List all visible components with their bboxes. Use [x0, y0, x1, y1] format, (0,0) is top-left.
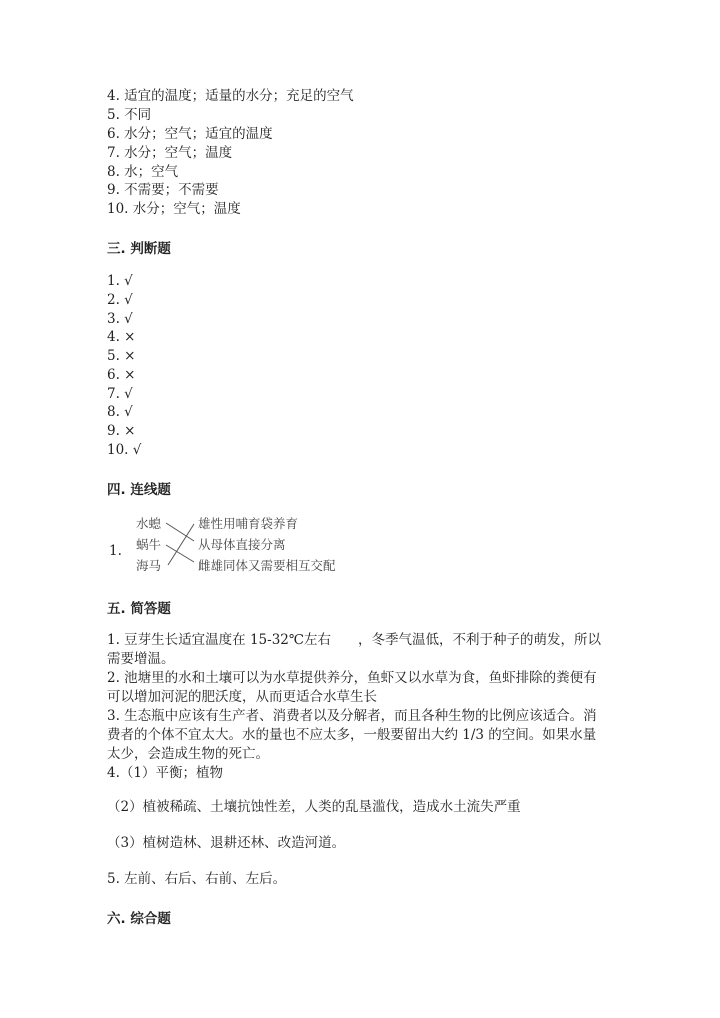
section-title-comprehensive: 六. 综合题	[107, 911, 171, 927]
match-right-1: 雄性用哺育袋养育	[198, 516, 299, 531]
tf-answer-5: 5. ×	[107, 348, 136, 364]
short-answer-3: 3. 生态瓶中应该有生产者、消费者以及分解者，而且各种生物的比例应该适合。消费者的个体不宜太大。水的量也不应太多，一般要留出大约 1/3 的空间。如果水量太少，会造成生物的死亡。	[107, 708, 597, 762]
fill-blank-answer-7: 7. 水分；空气；温度	[107, 145, 233, 161]
tf-answer-3: 3. √	[107, 311, 133, 327]
short-answer-2: 2. 池塘里的水和土壤可以为水草提供养分，鱼虾又以水草为食，鱼虾排除的粪便有可以增加河泥的肥沃度，从而更适合水草生长	[107, 670, 597, 705]
section-title-true-false: 三. 判断题	[107, 241, 171, 257]
match-left-2: 蜗牛	[136, 537, 162, 552]
fill-blank-answer-9: 9. 不需要；不需要	[107, 182, 219, 198]
short-answer-5: 5. 左前、右后、右前、左后。	[107, 871, 287, 887]
match-line-1-to-2	[166, 523, 194, 541]
tf-answer-10: 10. √	[107, 442, 142, 458]
match-line-3-to-1	[168, 524, 194, 565]
match-left-1: 水螅	[136, 516, 162, 531]
section-title-short-answer: 五. 简答题	[107, 601, 171, 617]
tf-answer-7: 7. √	[107, 386, 133, 402]
short-answer-4-part-1: 4.（1）平衡；植物	[107, 765, 223, 781]
fill-blank-answer-5: 5. 不同	[107, 107, 152, 123]
match-line-2-to-3	[166, 545, 194, 562]
match-left-3: 海马	[136, 558, 162, 573]
matching-diagram-svg	[130, 512, 370, 576]
tf-answer-6: 6. ×	[107, 367, 136, 383]
tf-answer-2: 2. √	[107, 292, 133, 308]
tf-answer-9: 9. ×	[107, 423, 136, 439]
fill-blank-answer-8: 8. 水；空气	[107, 164, 179, 180]
short-answer-4-part-3: （3）植树造林、退耕还林、改造河道。	[107, 835, 346, 851]
fill-blank-answer-4: 4. 适宜的温度；适量的水分；充足的空气	[107, 88, 354, 104]
match-right-3: 雌雄同体又需要相互交配	[198, 558, 336, 573]
tf-answer-4: 4. ×	[107, 329, 136, 345]
fill-blank-answer-10: 10. 水分；空气；温度	[107, 201, 241, 217]
section-title-matching: 四. 连线题	[107, 482, 171, 498]
short-answer-1: 1. 豆芽生长适宜温度在 15-32℃左右 ，冬季气温低，不利于种子的萌发，所以需要增温。	[107, 632, 601, 667]
match-right-2: 从母体直接分离	[198, 537, 286, 552]
fill-blank-answer-6: 6. 水分；空气；适宜的温度	[107, 126, 273, 142]
short-answer-4-part-2: （2）植被稀疏、土壤抗蚀性差，人类的乱垦滥伐，造成水土流失严重	[107, 799, 521, 815]
matching-question-number: 1.	[109, 543, 122, 559]
tf-answer-8: 8. √	[107, 404, 133, 420]
tf-answer-1: 1. √	[107, 273, 133, 289]
